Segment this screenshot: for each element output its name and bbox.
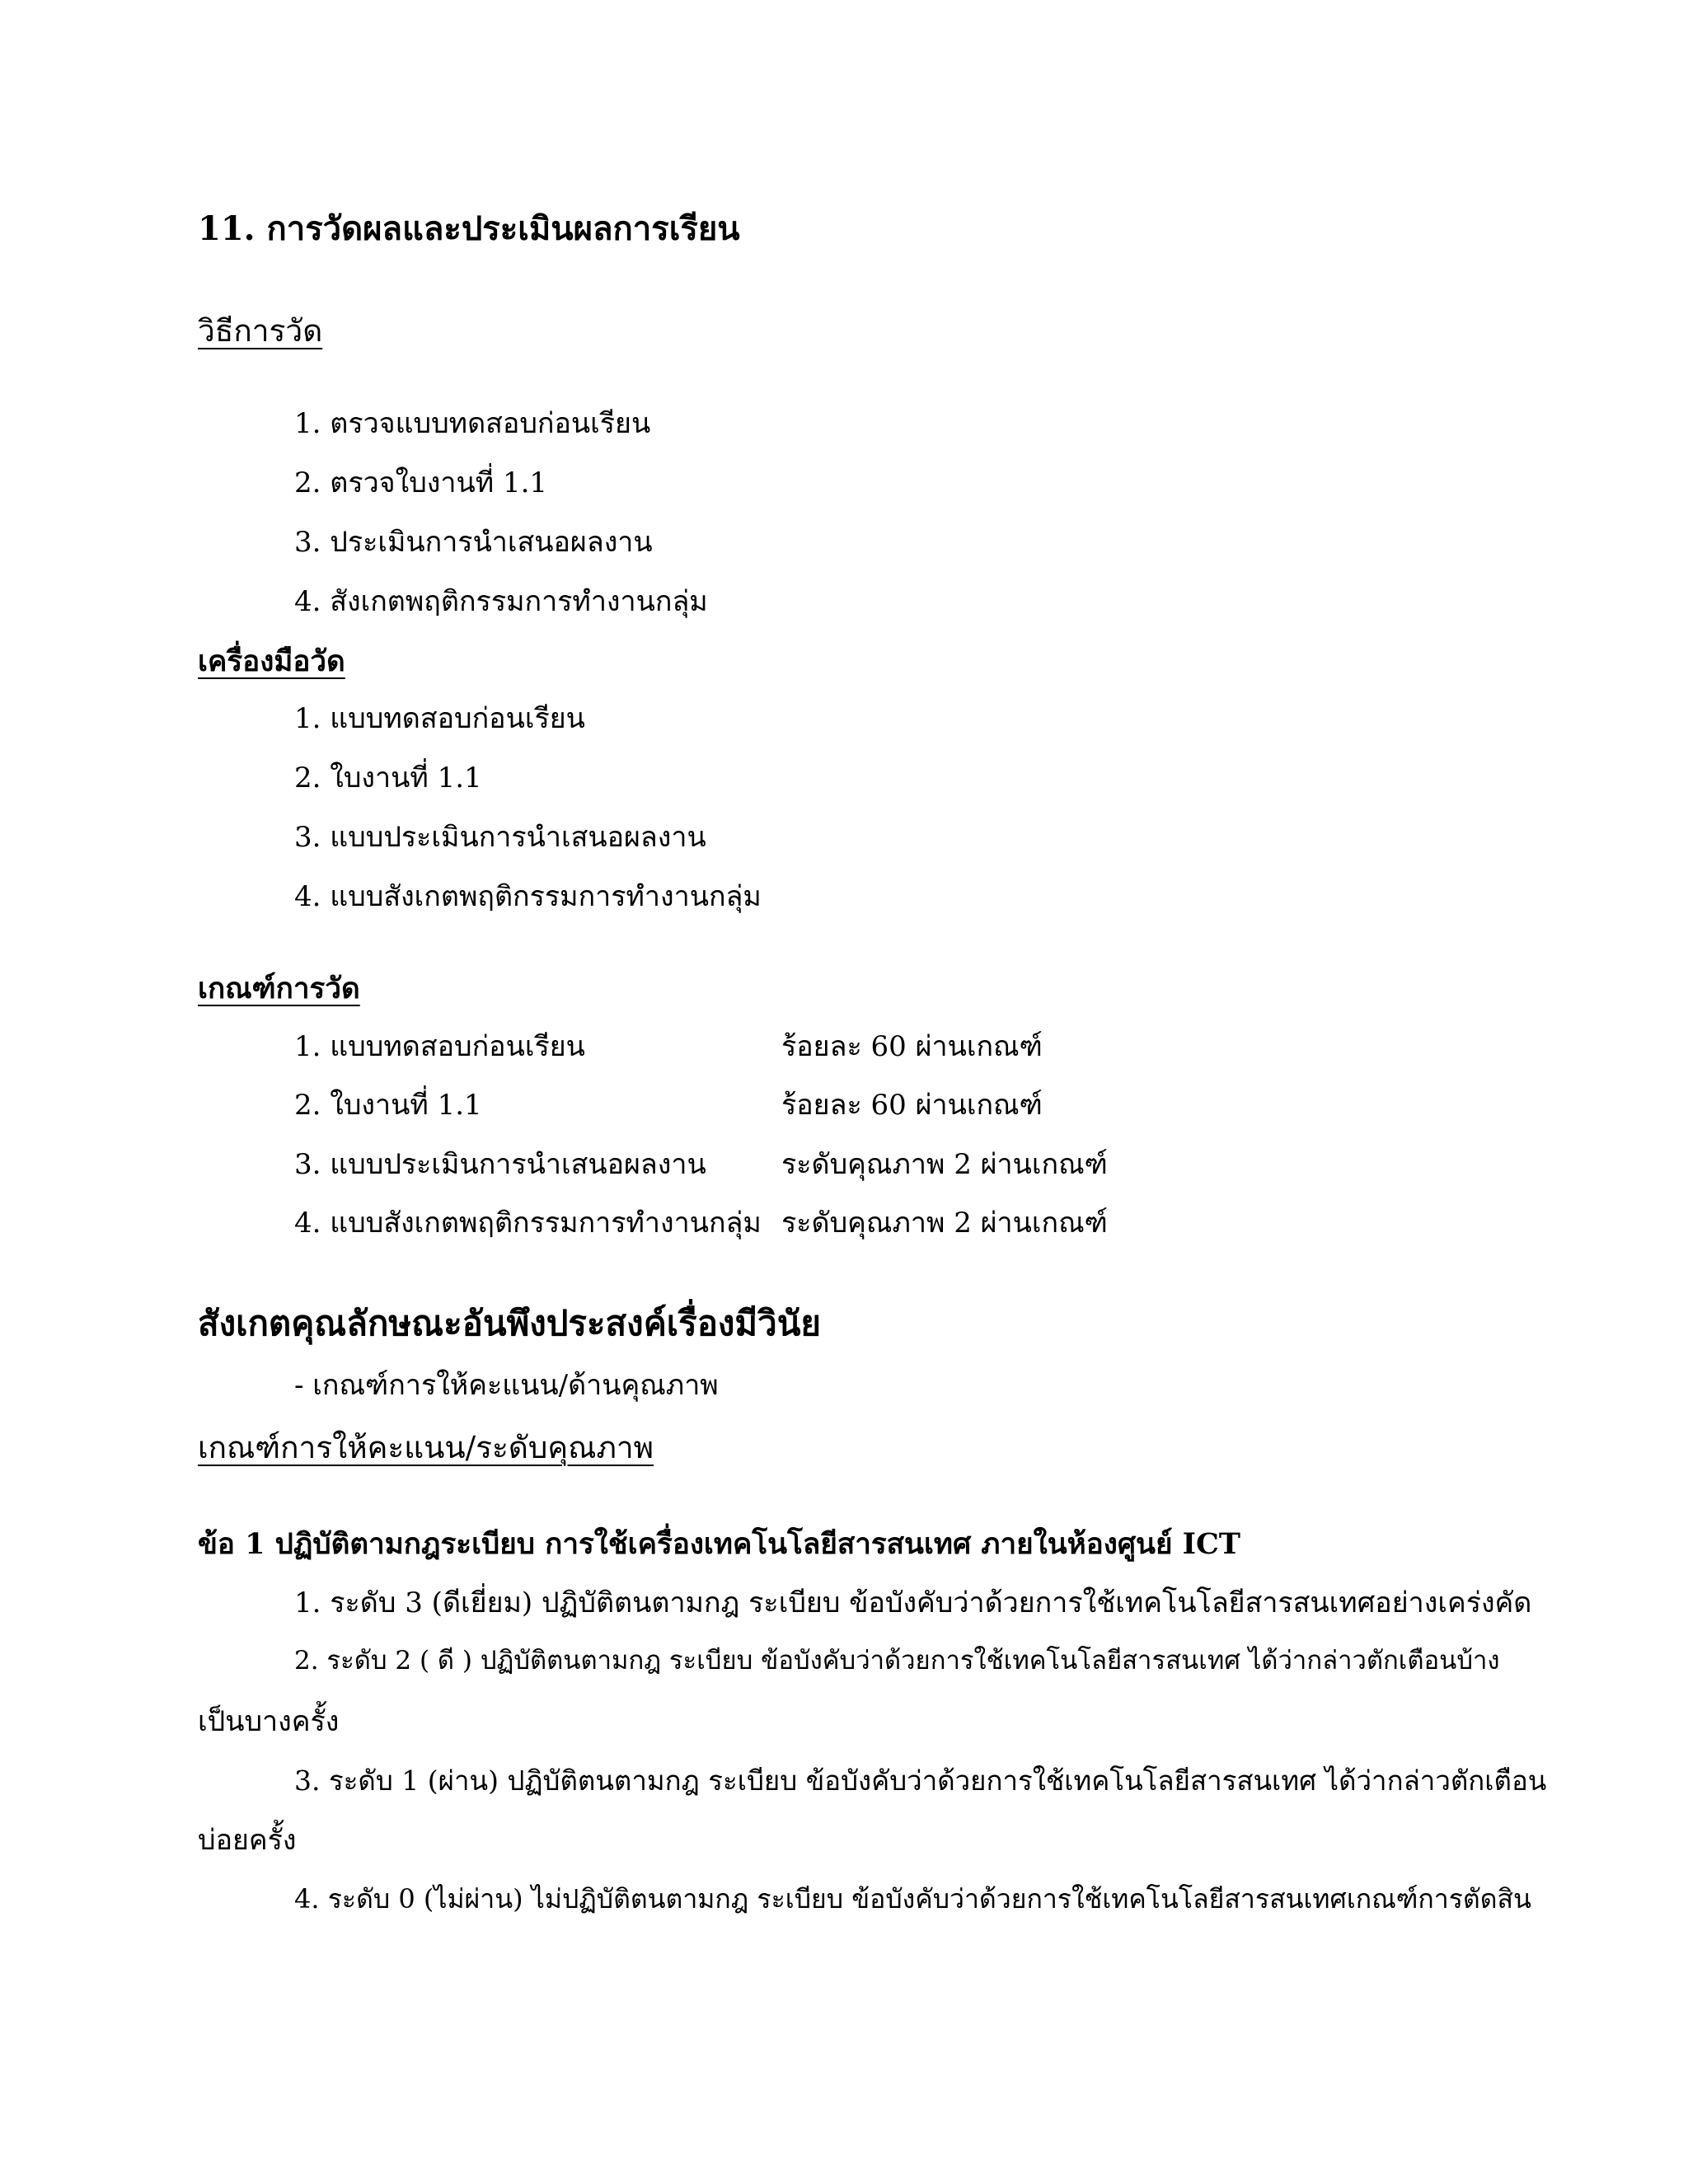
- scoring-level-2-cont: เป็นบางครั้ง: [198, 1705, 340, 1738]
- criteria-title: เกณฑ์การวัด: [198, 972, 360, 1005]
- criteria-value: ระดับคุณภาพ 2 ผ่านเกณฑ์: [781, 1148, 1108, 1181]
- scoring-item-title: ข้อ 1 ปฏิบัติตามกฎระเบียบ การใช้เครื่องเทคโนโลยีสารสนเทศ ภายในห้องศูนย์ ICT: [198, 1527, 1240, 1561]
- methods-item: 1. ตรวจแบบทดสอบก่อนเรียน: [294, 407, 651, 440]
- scoring-level-0: 4. ระดับ 0 (ไม่ผ่าน) ไม่ปฏิบัติตนตามกฎ ระเบียบ ข้อบังคับว่าด้วยการใช้เทคโนโลยีสารสนเทศเกณฑ์การตัดสิน: [294, 1883, 1531, 1915]
- observation-title: สังเกตคุณลักษณะอันพึงประสงค์เรื่องมีวินัย: [198, 1303, 822, 1343]
- tools-title: เครื่องมือวัด: [198, 644, 345, 678]
- methods-item: 2. ตรวจใบงานที่ 1.1: [294, 466, 548, 499]
- observation-sub-item: - เกณฑ์การให้คะแนน/ด้านคุณภาพ: [294, 1369, 719, 1402]
- criteria-tool: 2. ใบงานที่ 1.1: [294, 1089, 482, 1122]
- tools-item: 1. แบบทดสอบก่อนเรียน: [294, 702, 585, 735]
- scoring-level-1: 3. ระดับ 1 (ผ่าน) ปฏิบัติตนตามกฎ ระเบียบ ข้อบังคับว่าด้วยการใช้เทคโนโลยีสารสนเทศ ได้ว่ากล่าวตักเตือน: [294, 1765, 1547, 1797]
- tools-item: 4. แบบสังเกตพฤติกรรมการทำงานกลุ่ม: [294, 880, 762, 913]
- criteria-value: ร้อยละ 60 ผ่านเกณฑ์: [781, 1030, 1043, 1063]
- tools-item: 3. แบบประเมินการนำเสนอผลงาน: [294, 821, 706, 854]
- scoring-title: เกณฑ์การให้คะแนน/ระดับคุณภาพ: [198, 1430, 654, 1465]
- methods-item: 3. ประเมินการนำเสนอผลงาน: [294, 526, 653, 559]
- criteria-tool: 1. แบบทดสอบก่อนเรียน: [294, 1030, 585, 1063]
- criteria-value: ระดับคุณภาพ 2 ผ่านเกณฑ์: [781, 1207, 1108, 1240]
- scoring-level-1-cont: บ่อยครั้ง: [198, 1824, 297, 1857]
- criteria-value: ร้อยละ 60 ผ่านเกณฑ์: [781, 1089, 1043, 1122]
- scoring-level-3: 1. ระดับ 3 (ดีเยี่ยม) ปฏิบัติตนตามกฎ ระเบียบ ข้อบังคับว่าด้วยการใช้เทคโนโลยีสารสนเทศอย่างเคร่งคัด: [294, 1586, 1532, 1619]
- section-heading: 11. การวัดผลและประเมินผลการเรียน: [198, 209, 740, 248]
- criteria-tool: 3. แบบประเมินการนำเสนอผลงาน: [294, 1148, 706, 1181]
- scoring-level-2: 2. ระดับ 2 ( ดี ) ปฏิบัติตนตามกฎ ระเบียบ ข้อบังคับว่าด้วยการใช้เทคโนโลยีสารสนเทศ ได้ว่ากล่าวตักเตือนบ้าง: [294, 1646, 1500, 1675]
- criteria-tool: 4. แบบสังเกตพฤติกรรมการทำงานกลุ่ม: [294, 1207, 762, 1240]
- methods-item: 4. สังเกตพฤติกรรมการทำงานกลุ่ม: [294, 585, 708, 618]
- methods-title: วิธีการวัด: [198, 313, 323, 349]
- tools-item: 2. ใบงานที่ 1.1: [294, 762, 482, 794]
